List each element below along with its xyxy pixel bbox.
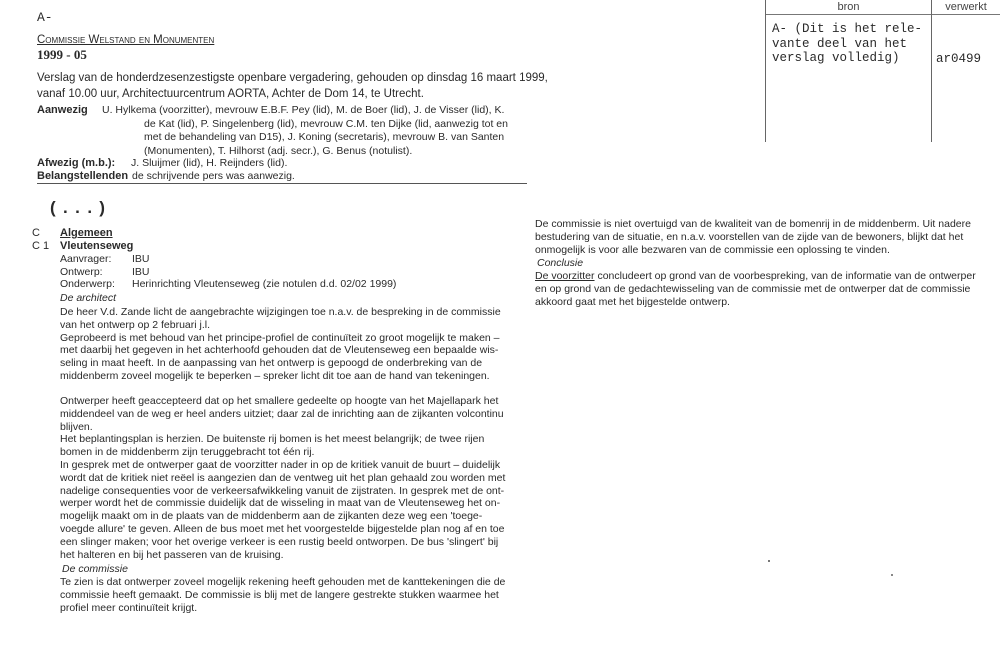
stamp-note-line: A- (Dit is het rele- xyxy=(772,22,923,36)
text-line: nadelige consequenties voor de verkeersafwikkeling vanuit de zijstraten. In gesprek met de ont- xyxy=(60,484,505,497)
conclusion-paragraph xyxy=(535,270,976,309)
text-line: voegde allure' te geven. Alleen de bus moet met het voorgestelde bijgestelde plan nog af en toe xyxy=(60,522,505,535)
text-line: een slinger maken; voor het overige verkeer is een rustig beeld ontworpen. De bus 'slingert' bij xyxy=(60,535,499,548)
document-code: A- xyxy=(37,10,53,25)
architect-paragraph xyxy=(60,306,501,383)
interested-label: Belangstellenden xyxy=(37,170,129,182)
text-line: Geprobeerd is met behoud van het principe-profiel de continuïteit zo groot mogelijk te maken – xyxy=(60,331,500,344)
text-line: In gesprek met de ontwerper gaat de voorzitter nader in op de kritiek vanuit de buurt – duidelijk xyxy=(60,458,501,471)
stamp-header-bron: bron xyxy=(837,1,860,13)
present-line: U. Hylkema (voorzitter), mevrouw E.B.F. Pey (lid), M. de Boer (lid), J. de Visser (lid), K. xyxy=(102,104,505,116)
stamp-note-line: verslag volledig) xyxy=(772,51,900,65)
architect-heading: De architect xyxy=(60,292,117,304)
discussion-paragraph xyxy=(60,395,505,561)
scan-speck xyxy=(891,574,893,576)
header-rule xyxy=(37,183,527,184)
stamp-header-rule xyxy=(765,14,1000,15)
item-number: C 1 xyxy=(32,240,50,252)
scan-speck xyxy=(768,560,770,562)
stamp-left-border xyxy=(765,0,766,142)
commission-paragraph xyxy=(60,576,505,615)
text-line: middenberm zoveel mogelijk te beperken – spreker licht dit toe aan de hand van tekeningen. xyxy=(60,369,490,382)
text-line: akkoord gaat met het bijgestelde ontwerp. xyxy=(535,296,730,308)
commission-opinion-paragraph xyxy=(535,218,971,257)
organization-name: Commissie Welstand en Monumenten xyxy=(37,34,215,46)
present-line: de Kat (lid), P. Singelenberg (lid), mevrouw C.M. ten Dijke (lid, aanwezig tot en xyxy=(144,117,508,130)
text-line: commissie heeft gemaakt. De commissie is blij met de langere gestrekte stukken waarmee het xyxy=(60,589,499,601)
interested-text: de schrijvende pers was aanwezig. xyxy=(132,170,295,182)
stamp-header-verwerkt: verwerkt xyxy=(945,1,987,13)
section-letter: C xyxy=(32,227,40,239)
text-line: onmogelijk is voor alle bezwaren van de commissie een oplossing te vinden. xyxy=(535,244,890,256)
archive-code: ar0499 xyxy=(936,52,982,66)
text-line: seling in maat heeft. In de aanpassing van het ontwerp is gepoogd de onderbreking van de xyxy=(60,357,483,370)
item-title: Vleutenseweg xyxy=(60,240,134,252)
text-line: De voorzitter concludeert op grond van de voorbespreking, van de informatie van de ontwerper xyxy=(535,270,976,282)
present-line: (Monumenten), T. Hilhorst (adj. secr.), G. Benus (notulist). xyxy=(144,144,413,157)
intro-line: vanaf 10.00 uur, Architectuurcentrum AORTA, Achter de Dom 14, te Utrecht. xyxy=(37,88,424,100)
text-line: werper wordt het de commissie duidelijk dat de wisseling in maat van de Vleutenseweg het on- xyxy=(60,497,501,510)
text-line: bestudering van de situatie, en n.a.v. voorstellen van de zijde van de bewoners, blijkt dat het xyxy=(535,231,964,243)
commission-heading: De commissie xyxy=(62,563,128,575)
stamp-note xyxy=(772,22,922,66)
text-line: Te zien is dat ontwerper zoveel mogelijk rekening heeft gehouden met de kanttekeningen die de xyxy=(60,576,506,588)
conclusion-heading: Conclusie xyxy=(537,257,584,269)
present-label: Aanwezig xyxy=(37,104,88,116)
absent-label: Afwezig (m.b.): xyxy=(37,157,116,169)
text-line: Ontwerper heeft geaccepteerd dat op het smallere gedeelte op hoogte van het Majellapark het xyxy=(60,395,499,407)
text-line: Het beplantingsplan is herzien. De buitenste rij bomen is het meest belangrijk; de twee rijen xyxy=(60,433,485,446)
text-line: profiel meer continuïteit krijgt. xyxy=(60,602,198,614)
text-line: mogelijk maakt om in de plaats van de middenberm aan de zijkanten deze weg een 'toege- xyxy=(60,510,483,523)
text-line: het halteren en bij het passeren van de kruising. xyxy=(60,548,284,561)
text-line: blijven. xyxy=(60,420,93,433)
text-line: bomen in de middenberm zijn teruggebracht tot één rij. xyxy=(60,446,315,459)
text-line: middendeel van de weg er heel anders uitziet; daar zal de inrichting aan de zijkanten volcontinu xyxy=(60,407,504,420)
present-line: met de behandeling van D15), J. Koning (secretaris), mevrouw B. van Santen xyxy=(144,131,505,143)
text-line: en op grond van de gedachtewisseling van de commissie met de ontwerper dat de commissie xyxy=(535,283,971,295)
intro-line: Verslag van de honderdzesenzestigste openbare vergadering, gehouden op dinsdag 16 maart 1999, xyxy=(37,72,548,84)
field-subject: Onderwerp: Herinrichting Vleutenseweg (zie notulen d.d. 02/02 1999) xyxy=(60,278,397,290)
meeting-number: 1999 - 05 xyxy=(37,47,87,62)
text-line: wordt dat de kritiek niet reëel is aangezien dan de ventweg uit het plan gehaald zou worden met xyxy=(60,471,506,484)
meeting-intro xyxy=(37,70,548,102)
text-line: met daarbij het gegeven in het achterhoofd gehouden dat de Vleutenseweg een bepaalde wis- xyxy=(60,344,499,357)
field-design: Ontwerp: IBU xyxy=(60,265,150,278)
text-line: De commissie is niet overtuigd van de kwaliteit van de bomenrij in de middenberm. Uit nadere xyxy=(535,218,971,230)
chair-label: De voorzitter xyxy=(535,270,595,282)
stamp-note-line: vante deel van het xyxy=(772,36,908,51)
present-list xyxy=(102,104,508,158)
text-line: De heer V.d. Zande licht de aangebrachte wijzigingen toe n.a.v. de bespreking in de commissie xyxy=(60,306,501,318)
item-fields xyxy=(60,253,396,291)
omission-marker: (...) xyxy=(48,200,110,219)
field-applicant: Aanvrager: IBU xyxy=(60,253,150,265)
section-title: Algemeen xyxy=(60,227,113,239)
text-line: van het ontwerp op 2 februari j.l. xyxy=(60,318,211,331)
stamp-divider xyxy=(931,0,932,142)
absent-text: J. Sluijmer (lid), H. Reijnders (lid). xyxy=(131,157,288,169)
